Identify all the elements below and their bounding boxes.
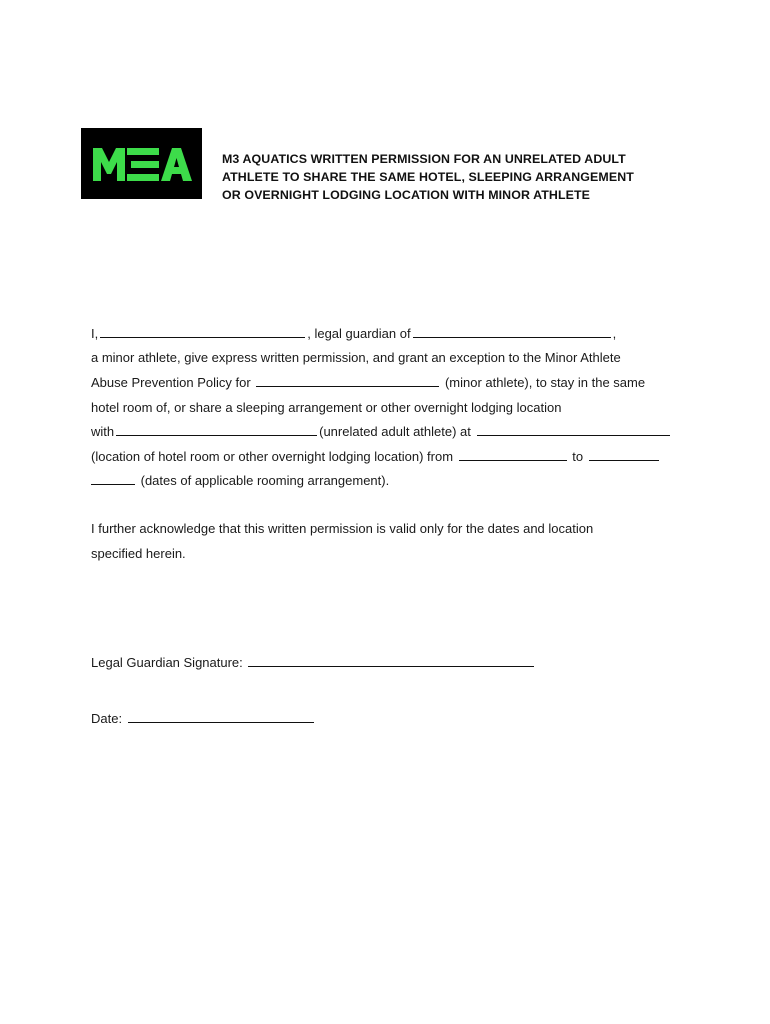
permission-line-3 xyxy=(91,374,645,392)
permission-line-5 xyxy=(91,423,672,441)
acknowledgement-line-1 xyxy=(91,520,593,538)
acknowledgement-line-2 xyxy=(91,545,186,563)
text-minor-athlete-permission: a minor athlete, give express written permission, and grant an exception to the Minor Athlete xyxy=(91,350,621,365)
date-row xyxy=(91,710,316,728)
guardian-name-blank[interactable] xyxy=(100,325,305,338)
text-comma: , xyxy=(612,326,617,341)
permission-line-4 xyxy=(91,399,561,417)
permission-line-7 xyxy=(91,472,389,490)
text-abuse-prevention-policy: Abuse Prevention Policy for xyxy=(91,375,251,390)
minor-name-blank[interactable] xyxy=(413,325,611,338)
date-label: Date: xyxy=(91,711,123,726)
minor-athlete-blank[interactable] xyxy=(256,374,439,387)
text-minor-athlete-stay: (minor athlete), to stay in the same xyxy=(444,375,646,390)
title-line-1: M3 AQUATICS WRITTEN PERMISSION FOR AN UNRELATED ADULT xyxy=(222,152,626,166)
signature-label: Legal Guardian Signature: xyxy=(91,655,243,670)
location-blank[interactable] xyxy=(477,423,670,436)
document-title xyxy=(222,150,692,204)
text-legal-guardian-of: , legal guardian of xyxy=(307,326,411,341)
text-location-from: (location of hotel room or other overnight lodging location) from xyxy=(91,449,454,464)
signature-row xyxy=(91,654,536,672)
title-line-3: OR OVERNIGHT LODGING LOCATION WITH MINOR ATHLETE xyxy=(222,188,591,202)
signature-blank[interactable] xyxy=(248,654,534,667)
text-hotel-room-of: hotel room of, or share a sleeping arrangement or other overnight lodging location xyxy=(91,400,562,415)
from-date-blank[interactable] xyxy=(459,448,567,461)
permission-line-2 xyxy=(91,349,621,367)
permission-line-1 xyxy=(91,325,616,343)
text-further-acknowledge: I further acknowledge that this written permission is valid only for the dates and location xyxy=(91,521,594,536)
to-date-blank-continued[interactable] xyxy=(91,472,135,485)
unrelated-adult-athlete-blank[interactable] xyxy=(116,423,317,436)
to-date-blank[interactable] xyxy=(589,448,659,461)
text-specified-herein: specified herein. xyxy=(91,546,186,561)
m3a-logo-mark xyxy=(81,128,202,199)
text-with: with xyxy=(91,424,115,439)
text-to: to xyxy=(572,449,584,464)
text-i: I, xyxy=(91,326,99,341)
permission-line-6 xyxy=(91,448,661,466)
text-unrelated-adult-athlete-at: (unrelated adult athlete) at xyxy=(319,424,471,439)
date-blank[interactable] xyxy=(128,710,314,723)
text-dates-rooming: (dates of applicable rooming arrangement). xyxy=(140,473,390,488)
m3-aquatics-logo xyxy=(81,128,202,199)
title-line-2: ATHLETE TO SHARE THE SAME HOTEL, SLEEPING ARRANGEMENT xyxy=(222,170,634,184)
